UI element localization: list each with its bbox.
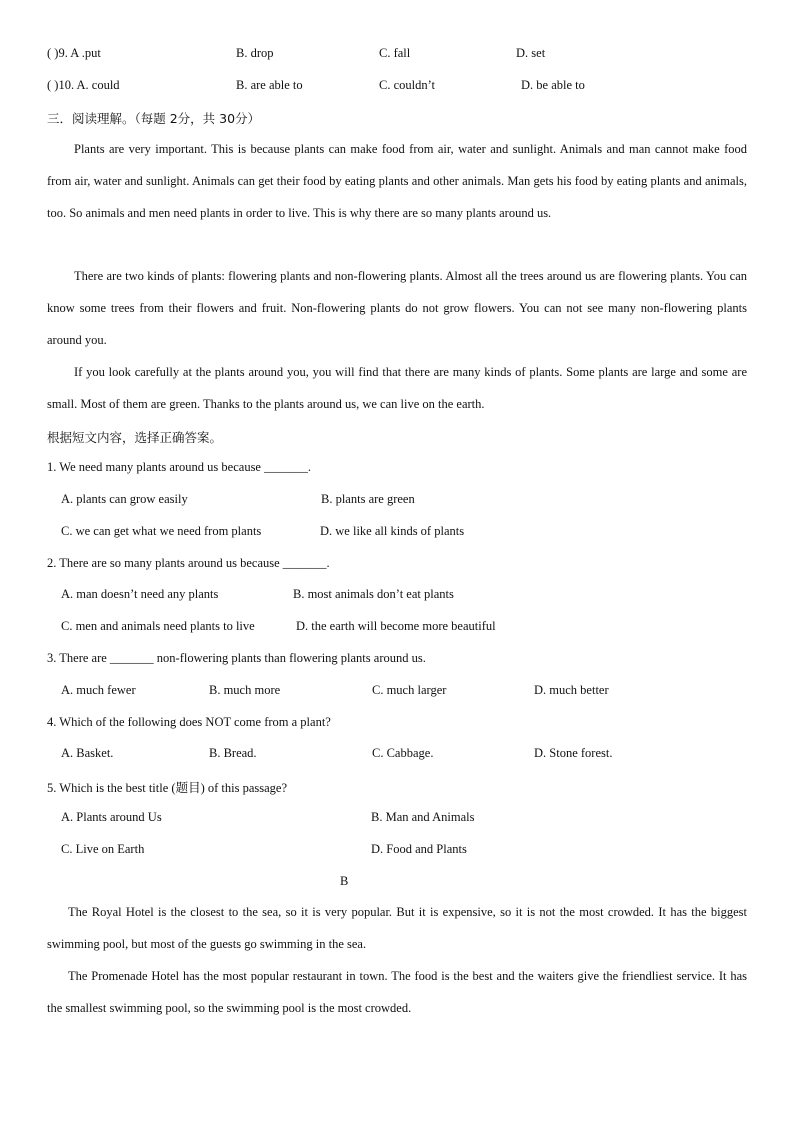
q2-option-a: A. man doesn’t need any plants [61, 587, 219, 601]
instruction: 根据短文内容，选择正确答案。 [47, 430, 223, 445]
q3-option-d: D. much better [534, 683, 609, 697]
passage-a-paragraph-2: There are two kinds of plants: flowering plants and non-flowering plants. Almost all the trees around us are flowering plants. You can know some trees from their flowers and fruit. Non-flowering plants do not grow flowers. You can not see many non-flowering plants around you. [47, 269, 747, 347]
passage-a-paragraph-3: If you look carefully at the plants around you, you will find that there are many kinds of plants. Some plants are large and some are small. Most of them are green. Thanks to the plants around us, we can live on the earth. [47, 365, 747, 411]
q5-option-a: A. Plants around Us [61, 810, 162, 824]
option-c: C. couldn’t [379, 78, 436, 92]
cloze-item-9 [47, 46, 101, 61]
option-d: D. set [516, 46, 546, 60]
q3-option-a: A. much fewer [61, 683, 136, 697]
question-3: 3. There are _______ non-flowering plants than flowering plants around us. [47, 651, 426, 665]
option-b: B. drop [236, 46, 274, 60]
q1-option-b: B. plants are green [321, 492, 415, 506]
q5-option-b: B. Man and Animals [371, 810, 475, 824]
q4-option-c: C. Cabbage. [372, 746, 434, 760]
q2-option-d: D. the earth will become more beautiful [296, 619, 496, 633]
q4-option-b: B. Bread. [209, 746, 257, 760]
passage-a-paragraph-1: Plants are very important. This is because plants can make food from air, water and sunlight. Animals and man cannot make food from air, water and sunlight. Animals can get their food by eating plants and other animals. Man gets his food by eating plants and animals, too. So animals and men need plants in order to live. This is why there are so many plants around us. [47, 142, 747, 220]
question-1: 1. We need many plants around us because _______. [47, 460, 311, 474]
cloze-item-10 [47, 78, 120, 93]
q1-option-d: D. we like all kinds of plants [320, 524, 465, 538]
passage-b-paragraph-2: The Promenade Hotel has the most popular restaurant in town. The food is the best and the waiters give the friendliest service. It has the smallest swimming pool, so the swimming pool is the most crowded. [47, 969, 747, 1015]
option-d: D. be able to [521, 78, 585, 92]
q5-option-c: C. Live on Earth [61, 842, 145, 856]
q4-option-a: A. Basket. [61, 746, 114, 760]
q3-option-b: B. much more [209, 683, 281, 697]
q5-option-d: D. Food and Plants [371, 842, 467, 856]
option-b: B. are able to [236, 78, 303, 92]
q2-option-b: B. most animals don’t eat plants [293, 587, 454, 601]
section-b-label: B [340, 874, 349, 888]
q4-option-d: D. Stone forest. [534, 746, 613, 760]
q1-option-c: C. we can get what we need from plants [61, 524, 262, 538]
question-5: 5. Which is the best title (题目) of this passage? [47, 781, 287, 795]
question-4: 4. Which of the following does NOT come from a plant? [47, 715, 331, 729]
q3-option-c: C. much larger [372, 683, 447, 697]
passage-b-paragraph-1: The Royal Hotel is the closest to the sea, so it is very popular. But it is expensive, so it is not the most crowded. It has the biggest swimming pool, but most of the guests go swimming in the sea. [47, 905, 747, 951]
option-c: C. fall [379, 46, 411, 60]
section-title: 三．阅读理解。（每题 2分，共 30分） [47, 111, 261, 126]
cloze-stem: ( )9. A .put [47, 46, 101, 60]
question-2: 2. There are so many plants around us because _______. [47, 556, 330, 570]
cloze-stem: ( )10. A. could [47, 78, 120, 92]
q2-option-c: C. men and animals need plants to live [61, 619, 255, 633]
q1-option-a: A. plants can grow easily [61, 492, 188, 506]
